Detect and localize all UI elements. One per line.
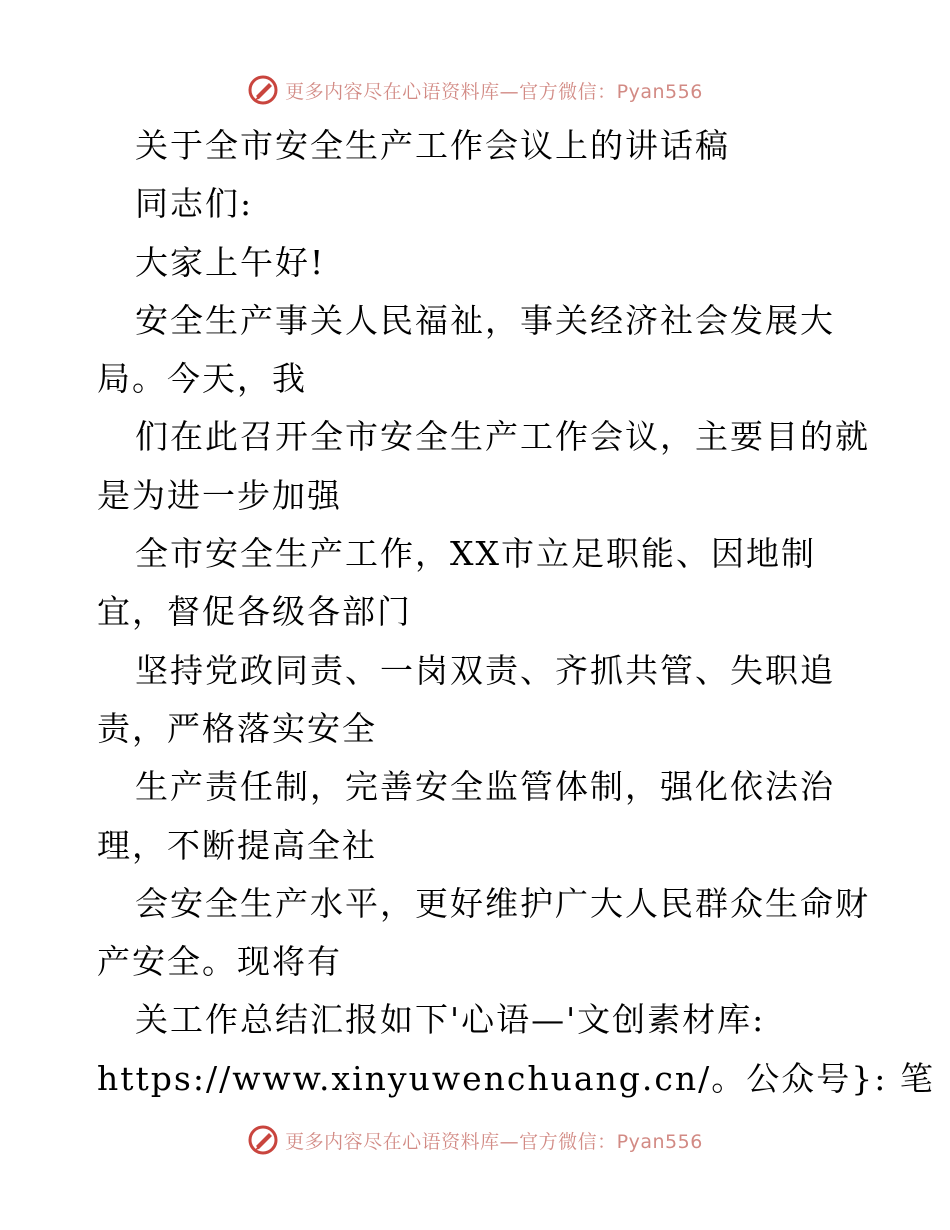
brand-logo-icon (247, 1124, 279, 1156)
document-line: 们在此召开全市安全生产工作会议，主要目的就 (135, 417, 870, 457)
document-line: 生产责任制，完善安全监管体制，强化依法治 (135, 767, 835, 807)
brand-logo-icon (247, 74, 279, 106)
footer-banner-text: 更多内容尽在心语资料库—官方微信：Pyan556 (285, 1130, 703, 1153)
footer-banner (0, 1120, 950, 1160)
document-line: 关于全市安全生产工作会议上的讲话稿 (135, 126, 730, 165)
document-line: 同志们: (135, 184, 254, 224)
document-line: 全市安全生产工作，XX市立足职能、因地制 (135, 534, 816, 574)
document-line: 是为进一步加强 (97, 475, 342, 515)
document-line: 产安全。现将有 (97, 942, 342, 982)
document-line: 关工作总结汇报如下'心语—'文创素材库: (135, 1000, 766, 1040)
header-banner (0, 70, 950, 110)
document-line: 理，不断提高全社 (97, 825, 377, 865)
document-line: 宜，督促各级各部门 (97, 592, 412, 632)
document-line: 坚持党政同责、一岗双责、齐抓共管、失职追 (135, 650, 835, 690)
document-line: 大家上午好! (135, 242, 326, 282)
document-body (97, 124, 935, 1115)
document-line: 安全生产事关人民福祉，事关经济社会发展大 (135, 300, 835, 340)
document-line: 局。今天，我 (97, 359, 307, 399)
document-line: https://www.xinyuwenchuang.cn/。公众号}: 笔 (97, 1058, 935, 1098)
document-line: 会安全生产水平，更好维护广大人民群众生命财 (135, 883, 870, 923)
document-line: 责，严格落实安全 (97, 708, 377, 748)
header-banner-text: 更多内容尽在心语资料库—官方微信：Pyan556 (285, 80, 703, 103)
